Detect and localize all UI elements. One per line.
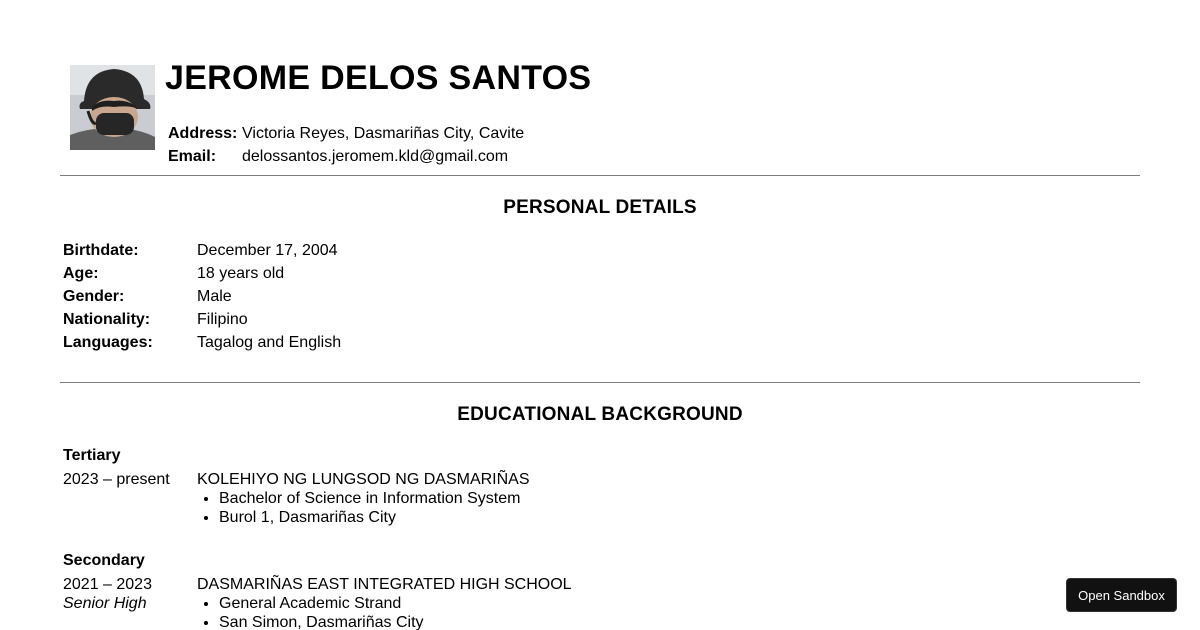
- tertiary-heading: Tertiary: [63, 447, 121, 464]
- detail-label: Birthdate:: [63, 242, 139, 259]
- detail-value: 18 years old: [197, 265, 285, 282]
- email-row: [168, 145, 524, 168]
- secondary-track: Senior High: [63, 595, 147, 612]
- profile-photo: [70, 65, 155, 150]
- tertiary-school: KOLEHIYO NG LUNGSOD NG DASMARIÑAS: [197, 471, 530, 488]
- secondary-heading: Secondary: [63, 552, 145, 569]
- open-sandbox-button[interactable]: Open Sandbox: [1066, 578, 1177, 612]
- secondary-years: 2021 – 2023: [63, 576, 152, 593]
- detail-row-languages: [63, 331, 341, 354]
- detail-label: Languages:: [63, 334, 153, 351]
- tertiary-years: 2023 – present: [63, 471, 170, 488]
- detail-value: Filipino: [197, 311, 248, 328]
- profile-photo-icon: [70, 65, 155, 150]
- list-item: • San Simon, Dasmariñas City: [219, 613, 572, 630]
- detail-row-birthdate: [63, 239, 341, 262]
- detail-value: December 17, 2004: [197, 242, 338, 259]
- list-item: • Burol 1, Dasmariñas City: [219, 508, 530, 527]
- address-row: [168, 122, 524, 145]
- candidate-name: JEROME DELOS SANTOS: [165, 59, 592, 97]
- personal-details-title: PERSONAL DETAILS: [503, 197, 697, 218]
- detail-label: Age:: [63, 265, 99, 282]
- list-item: • General Academic Strand: [219, 594, 572, 613]
- email-label: Email:: [168, 148, 217, 165]
- address-value: Victoria Reyes, Dasmariñas City, Cavite: [242, 125, 525, 142]
- secondary-years-block: [63, 575, 193, 613]
- detail-label: Gender:: [63, 288, 125, 305]
- address-label: Address:: [168, 125, 238, 142]
- secondary-bullets: [197, 594, 572, 630]
- contact-info: [168, 122, 524, 168]
- detail-row-age: [63, 262, 341, 285]
- detail-row-gender: [63, 285, 341, 308]
- email-value: delossantos.jeromem.kld@gmail.com: [242, 148, 509, 165]
- tertiary-body: [197, 470, 530, 527]
- tertiary-bullets: [197, 489, 530, 527]
- divider: [60, 175, 1140, 176]
- detail-value: Tagalog and English: [197, 334, 342, 351]
- secondary-body: [197, 575, 572, 630]
- detail-row-nationality: [63, 308, 341, 331]
- divider: [60, 382, 1140, 383]
- list-item: • Bachelor of Science in Information System: [219, 489, 530, 508]
- educational-background-title: EDUCATIONAL BACKGROUND: [457, 404, 743, 425]
- detail-label: Nationality:: [63, 311, 151, 328]
- detail-value: Male: [197, 288, 232, 305]
- personal-details: [63, 239, 341, 354]
- secondary-school: DASMARIÑAS EAST INTEGRATED HIGH SCHOOL: [197, 576, 572, 593]
